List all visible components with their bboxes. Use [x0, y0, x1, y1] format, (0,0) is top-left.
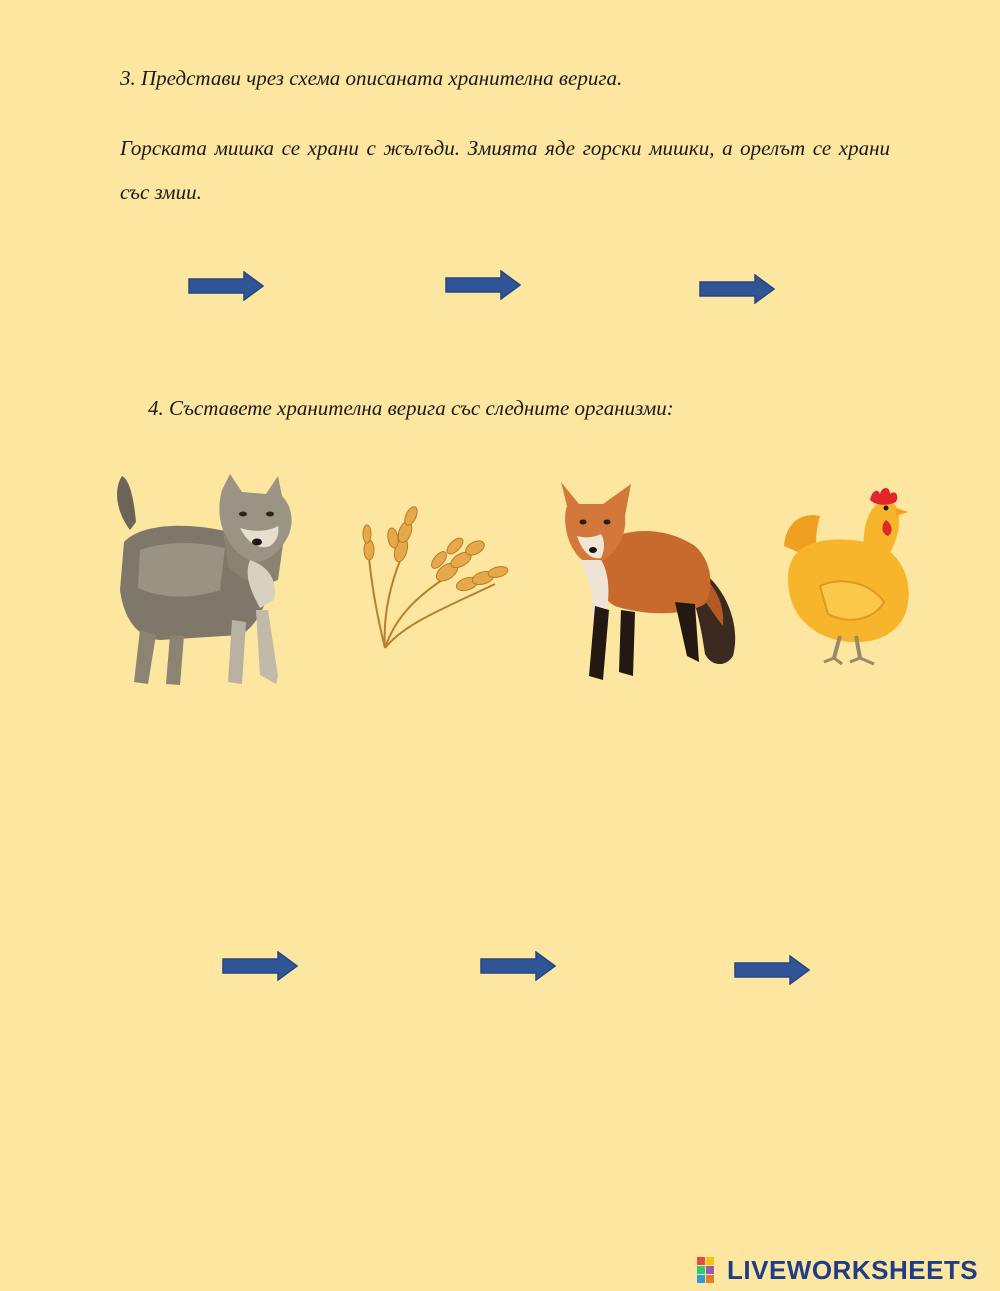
arrow-right-icon	[699, 274, 775, 304]
liveworksheets-logo[interactable]	[697, 1255, 978, 1285]
chicken-image	[780, 486, 920, 672]
arrow-right-icon	[480, 951, 556, 981]
wolf-image	[110, 470, 300, 692]
liveworksheets-logo-text: LIVEWORKSHEETS	[727, 1254, 979, 1285]
arrow-right-icon	[734, 955, 810, 985]
task3-description: Горската мишка се храни с жълъди. Змията яде горски мишки, а орелът се храни със змии.	[120, 136, 890, 204]
fox-image	[555, 476, 745, 686]
arrow-right-icon	[188, 271, 264, 301]
arrow-right-icon	[222, 951, 298, 981]
task4-heading: 4. Съставете хранителна верига със следните организми:	[148, 396, 674, 420]
task3-heading: 3. Представи чрез схема описаната хранителна верига.	[120, 66, 623, 90]
wheat-image	[355, 498, 510, 653]
arrow-right-icon	[445, 270, 521, 300]
liveworksheets-logo-icon	[697, 1257, 723, 1283]
